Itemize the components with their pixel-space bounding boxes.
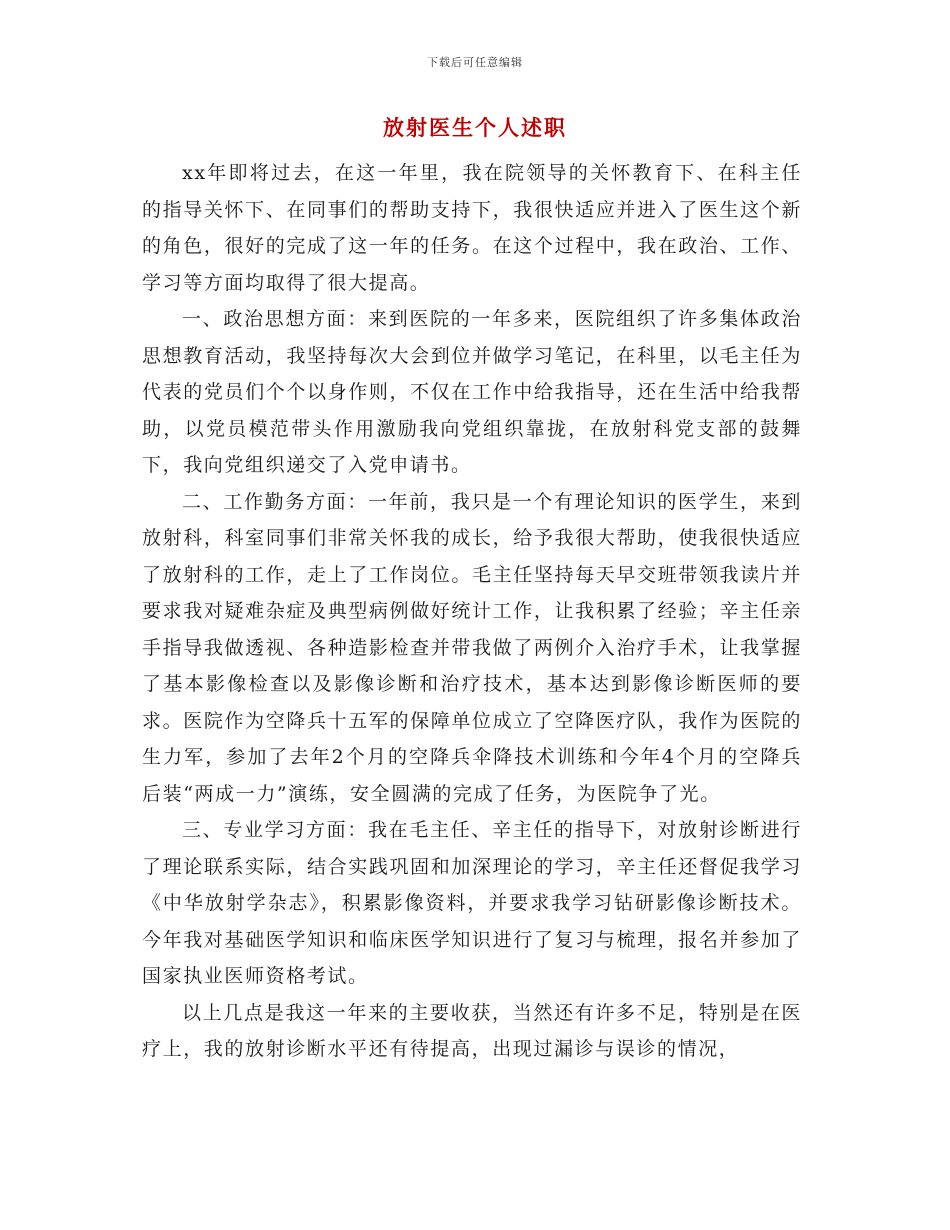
paragraph-political: 一、政治思想方面：来到医院的一年多来，医院组织了许多集体政治思想教育活动，我坚持每次大会到位并做学习笔记，在科里，以毛主任为代表的党员们个个以身作则，不仅在工作中给我指导，还在生活中给我帮助，以党员模范带头作用激励我向党组织靠拢，在放射科党支部的鼓舞下，我向党组织递交了入党申请书。 bbox=[142, 308, 802, 476]
header-note: 下载后可任意编辑 bbox=[427, 56, 523, 69]
document-body bbox=[142, 155, 802, 1068]
paragraph-summary: 以上几点是我这一年来的主要收获，当然还有许多不足，特别是在医疗上，我的放射诊断水平还有待提高，出现过漏诊与误诊的情况， bbox=[142, 1001, 802, 1060]
paragraph-intro: xx年即将过去，在这一年里，我在院领导的关怀教育下、在科主任的指导关怀下、在同事们的帮助支持下，我很快适应并进入了医生这个新的角色，很好的完成了这一年的任务。在这个过程中，我在政治、工作、学习等方面均取得了很大提高。 bbox=[142, 162, 802, 294]
paragraph-work: 二、工作勤务方面：一年前，我只是一个有理论知识的医学生，来到放射科，科室同事们非常关怀我的成长，给予我很大帮助，使我很快适应了放射科的工作，走上了工作岗位。毛主任坚持每天早交班带领我读片并要求我对疑难杂症及典型病例做好统计工作，让我积累了经验；辛主任亲手指导我做透视、各种造影检查并带我做了两例介入治疗手术，让我掌握了基本影像检查以及影像诊断和治疗技术，基本达到影像诊断医师的要求。医院作为空降兵十五军的保障单位成立了空降医疗队，我作为医院的生力军，参加了去年2个月的空降兵伞降技术训练和今年4个月的空降兵后装“两成一力”演练，安全圆满的完成了任务，为医院争了光。 bbox=[142, 490, 802, 805]
paragraph-study: 三、专业学习方面：我在毛主任、辛主任的指导下，对放射诊断进行了理论联系实际，结合实践巩固和加深理论的学习，辛主任还督促我学习《中华放射学杂志》，积累影像资料，并要求我学习钻研影像诊断技术。今年我对基础医学知识和临床医学知识进行了复习与梳理，报名并参加了国家执业医师资格考试。 bbox=[142, 819, 802, 987]
document-title: 放射医生个人述职 bbox=[383, 115, 567, 140]
